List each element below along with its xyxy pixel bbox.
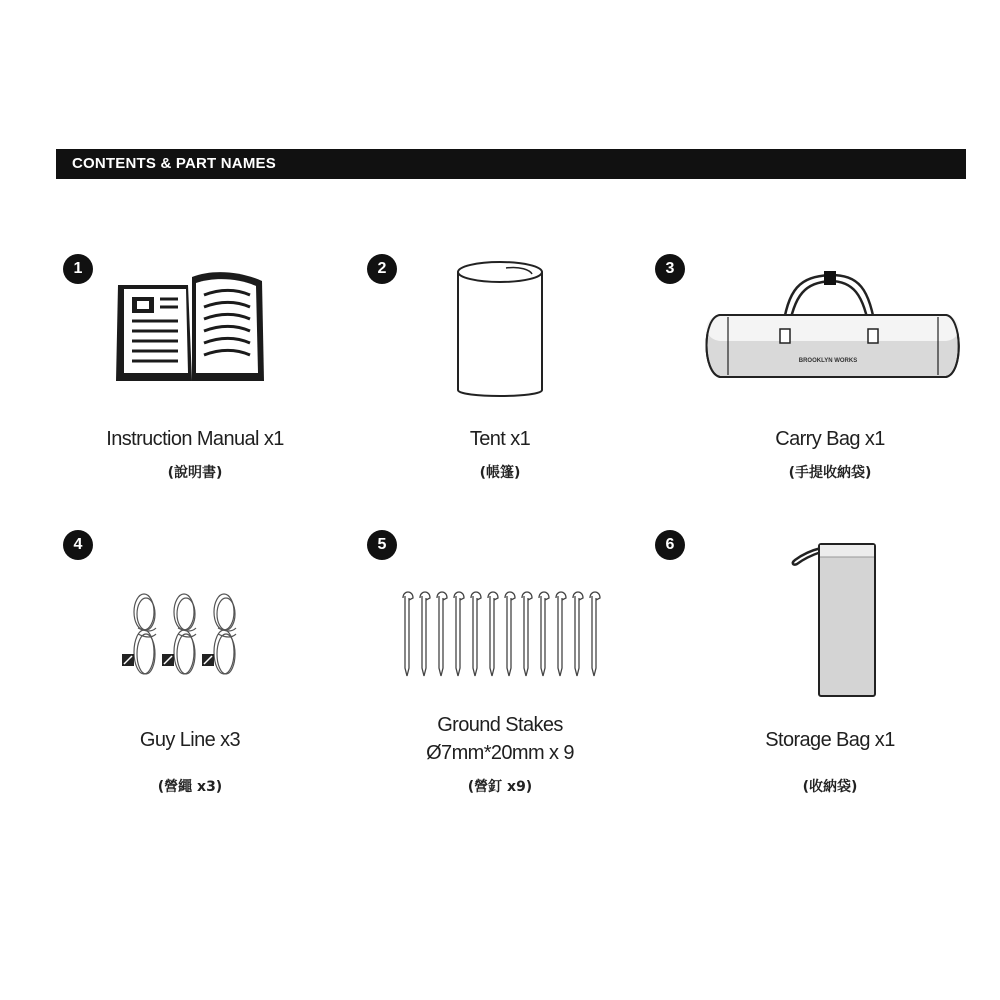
item-subtitle-text: (手提收納袋) — [788, 465, 872, 481]
item-number-badge-6: 6 — [655, 530, 685, 560]
item-subtitle-text: (收納袋) — [802, 779, 858, 795]
stake-shape — [556, 592, 566, 676]
stake-shape — [471, 592, 481, 676]
item-name-carry-bag: Carry Bag x1 — [775, 428, 885, 450]
item-number-badge-4: 4 — [63, 530, 93, 560]
bag-brand-text: BROOKLYN WORKS — [798, 358, 858, 364]
stake-shape — [505, 592, 515, 676]
stake-shape — [437, 592, 447, 676]
item-subtitle-text: (營繩 x3) — [157, 779, 223, 795]
ground-stakes-icon — [395, 590, 610, 680]
item-subtitle-text: (帳篷) — [479, 465, 521, 481]
item-number-badge-5: 5 — [367, 530, 397, 560]
stake-shape — [590, 592, 600, 676]
item-subtitle-storage-bag — [700, 776, 960, 796]
stake-shape — [522, 592, 532, 676]
item-subtitle-text: (說明書) — [167, 465, 223, 481]
item-subtitle-text: (營釘 x9) — [467, 779, 533, 795]
item-name-tent: Tent x1 — [469, 428, 531, 450]
stake-shape — [454, 592, 464, 676]
item-spec-ground-stakes: Ø7mm*20mm x 9 — [426, 742, 574, 764]
section-header-bar — [56, 149, 966, 179]
stake-shape — [539, 592, 549, 676]
instruction-manual-icon — [110, 265, 270, 390]
item-subtitle-guy-line — [60, 776, 320, 796]
carry-bag-icon — [700, 265, 970, 390]
item-name-storage-bag: Storage Bag x1 — [765, 729, 895, 751]
item-number-badge-1: 1 — [63, 254, 93, 284]
item-subtitle-instruction-manual — [60, 462, 330, 482]
storage-bag-icon — [785, 538, 885, 698]
item-name-ground-stakes: Ground Stakes — [437, 714, 563, 736]
item-name-guy-line: Guy Line x3 — [139, 729, 241, 751]
tent-roll-icon — [450, 258, 550, 403]
section-title: CONTENTS & PART NAMES — [72, 155, 276, 172]
item-subtitle-carry-bag — [700, 462, 960, 482]
item-name-instruction-manual: Instruction Manual x1 — [106, 428, 284, 450]
stake-shape — [403, 592, 413, 676]
item-subtitle-ground-stakes — [380, 776, 620, 796]
item-subtitle-tent — [380, 462, 620, 482]
stake-shape — [420, 592, 430, 676]
item-number-badge-3: 3 — [655, 254, 685, 284]
item-number-badge-2: 2 — [367, 254, 397, 284]
stake-shape — [488, 592, 498, 676]
stake-shape — [573, 592, 583, 676]
guy-line-icon — [110, 592, 260, 687]
